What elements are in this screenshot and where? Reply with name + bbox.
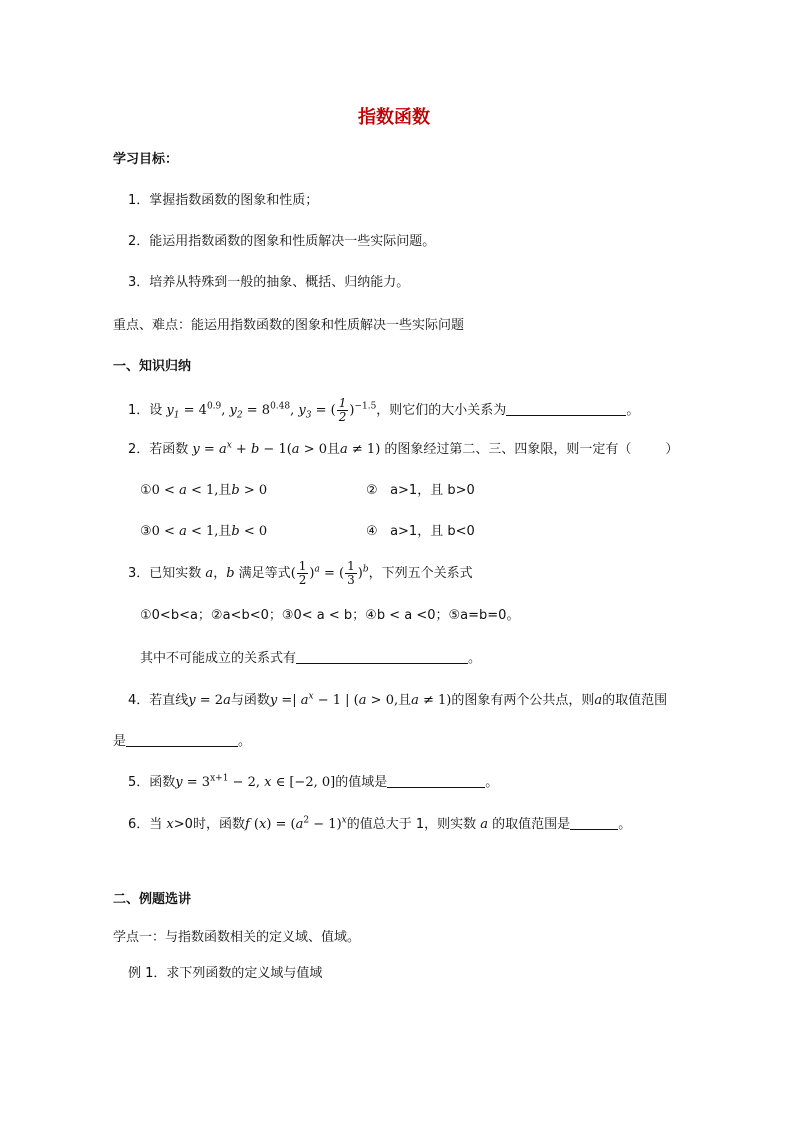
question-3: 3．已知实数 a，b 满足等式( $\frac{1}{2}$ )$^a$ = ( $\frac{1}{3}$ )$^b$，下列五个关系式 (128, 559, 473, 587)
question-3-prompt: 其中不可能成立的关系式有 。 (140, 651, 482, 666)
answer-blank[interactable] (387, 774, 485, 788)
section-heading: 二、例题选讲 (113, 892, 192, 907)
answer-blank[interactable] (296, 650, 468, 664)
page-title: 指数函数 (358, 107, 430, 128)
section-heading: 一、知识归纳 (113, 359, 192, 374)
objective-item: 3．培养从特殊到一般的抽象、概括、归纳能力。 (128, 275, 410, 290)
objective-item: 2．能运用指数函数的图象和性质解决一些实际问题。 (128, 234, 436, 249)
answer-blank[interactable] (570, 816, 618, 830)
study-point: 学点一：与指数函数相关的定义域、值域。 (113, 930, 361, 945)
question-5: 5．函数$y = 3^{x+1} - 2$, x ∈ [−2, 0]的值域是 。 (128, 773, 499, 790)
option-2: ② a>1，且 b>0 (366, 483, 475, 498)
option-3: ③0 < a < 1,且b < 0 (140, 524, 268, 539)
objective-item: 1．掌握指数函数的图象和性质； (128, 193, 319, 208)
question-4-line2: 是 。 (113, 734, 252, 749)
example-1: 例 1．求下列函数的定义域与值域 (128, 966, 323, 981)
answer-blank[interactable] (126, 733, 238, 747)
question-4: 4．若直线y = 2a与函数y =| $a^x - 1$ | (a > 0,且a ≠ 1)的图象有两个公共点，则a的取值范围 (128, 691, 668, 708)
formula: $y = a^x + b - 1(a > 0$且a ≠ 1) (192, 440, 381, 457)
formula: $y_1 = 4^{0.9}$, $y_2 = 8^{0.48}$, $y_3$ = ( $\frac{1}{2}$ )$^{-1.5}$ (166, 396, 377, 424)
question-2: 2．若函数 $y = a^x + b - 1(a > 0$且a ≠ 1) 的图象经过第二、三、四象限，则一定有（ ） (128, 440, 679, 457)
key-points: 重点、难点：能运用指数函数的图象和性质解决一些实际问题 (113, 318, 465, 333)
question-1: 1．设 $y_1 = 4^{0.9}$, $y_2 = 8^{0.48}$, $y_3$ = ( $\frac{1}{2}$ )$^{-1.5}$，则它们的大小关系为 。 (128, 396, 640, 424)
question-3-list: ①0<b<a；②a<b<0；③0< a < b；④b < a <0；⑤a=b=0。 (140, 608, 520, 623)
question-6: 6．当 x>0时，函数f $(x) = (a^2 - 1)^x$的值总大于 1，则实数 a 的取值范围是 。 (128, 815, 632, 832)
option-4: ④ a>1，且 b<0 (366, 524, 475, 539)
objectives-heading: 学习目标： (113, 152, 179, 167)
option-1: ①0 < a < 1,且b > 0 (140, 483, 268, 498)
answer-blank[interactable] (506, 402, 626, 416)
